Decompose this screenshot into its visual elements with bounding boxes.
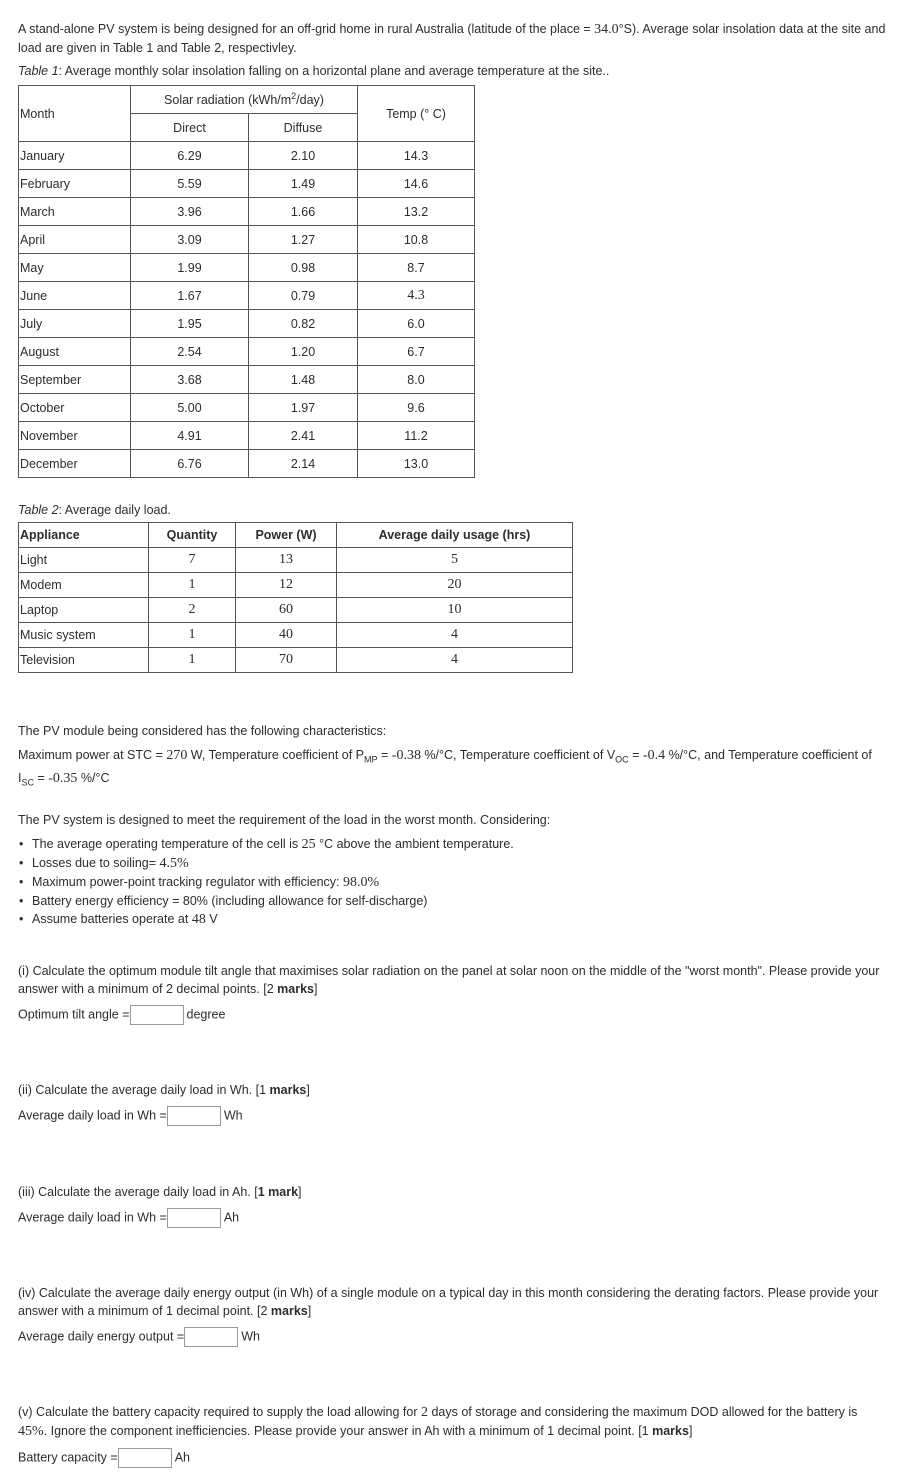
tilt-angle-input[interactable] <box>130 1005 184 1025</box>
appliance-cell: Laptop <box>19 598 149 623</box>
design-bullet-list <box>18 835 886 929</box>
diffuse-cell: 0.98 <box>249 254 358 282</box>
table1-caption: Table 1: Average monthly solar insolation falling on a horizontal plane and average temperature at the site.. <box>18 64 610 78</box>
table-row <box>19 338 475 366</box>
usage-cell: 4 <box>337 648 573 673</box>
month-cell: February <box>19 170 131 198</box>
temp-cell: 6.0 <box>358 310 475 338</box>
appliance-cell: Modem <box>19 573 149 598</box>
power-cell: 12 <box>236 573 337 598</box>
quantity-cell: 1 <box>149 648 236 673</box>
direct-cell: 6.76 <box>131 450 249 478</box>
table-row <box>19 310 475 338</box>
header-appliance: Appliance <box>19 523 149 548</box>
month-cell: August <box>19 338 131 366</box>
temp-cell: 13.2 <box>358 198 475 226</box>
header-power: Power (W) <box>236 523 337 548</box>
direct-cell: 3.09 <box>131 226 249 254</box>
table2-caption: Table 2: Average daily load. <box>18 503 171 517</box>
appliance-cell: Television <box>19 648 149 673</box>
direct-cell: 1.99 <box>131 254 249 282</box>
table-row <box>19 623 573 648</box>
temp-cell: 8.0 <box>358 366 475 394</box>
header-usage: Average daily usage (hrs) <box>337 523 573 548</box>
direct-cell: 2.54 <box>131 338 249 366</box>
question-3: (iii) Calculate the average daily load in Ah. [1 mark] Average daily load in Wh = Ah <box>18 1183 886 1228</box>
daily-load-ah-input[interactable] <box>167 1208 221 1228</box>
month-cell: March <box>19 198 131 226</box>
quantity-cell: 2 <box>149 598 236 623</box>
diffuse-cell: 1.20 <box>249 338 358 366</box>
power-cell: 13 <box>236 548 337 573</box>
header-diffuse: Diffuse <box>249 114 358 142</box>
usage-cell: 10 <box>337 598 573 623</box>
question-5: (v) Calculate the battery capacity required to supply the load allowing for 2 days of storage and considering the maximum DOD allowed for the battery is 45%. Ignore the component inefficiencies. Please provide your answer in Ah with a minimum of 1 decimal point. [1 marks] Battery capacity = Ah <box>18 1403 886 1468</box>
table-row <box>19 198 475 226</box>
module-characteristics: The PV module being considered has the following characteristics: Maximum power at STC = 270 W, Temperature coefficient of $P_{MP} = -0.38$ %/°C, Temperature coefficient of $V_{OC} = -0.4$ %/°C, and Temperature coefficient of $I_{SC} = -0.35$ %/°C <box>18 724 872 787</box>
header-temp: Temp (° C) <box>358 86 475 142</box>
month-cell: October <box>19 394 131 422</box>
table-row <box>19 254 475 282</box>
design-considerations: The PV system is designed to meet the requirement of the load in the worst month. Considering: • The average operating temperature of the cell is 25 °C above the ambient temperature. • Losses due to soiling= 4.5% • Maximum power-point tracking regulator with efficiency: 98.0% • Battery energy efficiency = 80% (including allowance for self-discharge) • Assume batteries operate at 48 V <box>18 811 886 929</box>
question-4: (iv) Calculate the average daily energy output (in Wh) of a single module on a typical day in this month considering the derating factors. Please provide your answer with a minimum of 1 decimal point. [2 marks] Average daily energy output = Wh <box>18 1284 886 1347</box>
table-row <box>19 226 475 254</box>
direct-cell: 1.95 <box>131 310 249 338</box>
direct-cell: 5.59 <box>131 170 249 198</box>
bullet-battery-efficiency: • Battery energy efficiency = 80% (including allowance for self-discharge) <box>32 892 886 910</box>
temp-cell: 10.8 <box>358 226 475 254</box>
temp-cell: 6.7 <box>358 338 475 366</box>
table-row <box>19 170 475 198</box>
temp-cell: 14.3 <box>358 142 475 170</box>
table-row <box>19 450 475 478</box>
daily-load-table <box>18 522 573 673</box>
direct-cell: 4.91 <box>131 422 249 450</box>
month-cell: November <box>19 422 131 450</box>
diffuse-cell: 2.14 <box>249 450 358 478</box>
month-cell: July <box>19 310 131 338</box>
appliance-cell: Light <box>19 548 149 573</box>
diffuse-cell: 1.66 <box>249 198 358 226</box>
direct-cell: 5.00 <box>131 394 249 422</box>
temp-cell: 13.0 <box>358 450 475 478</box>
intro-paragraph: A stand-alone PV system is being designed for an off-grid home in rural Australia (latitude of the place = 34.0°S). Average solar insolation data at the site and load are given in Table 1 and Table 2, respectivley. <box>18 22 886 55</box>
appliance-cell: Music system <box>19 623 149 648</box>
month-cell: September <box>19 366 131 394</box>
power-cell: 40 <box>236 623 337 648</box>
diffuse-cell: 0.79 <box>249 282 358 310</box>
table-row <box>19 366 475 394</box>
temp-cell: 11.2 <box>358 422 475 450</box>
usage-cell: 4 <box>337 623 573 648</box>
diffuse-cell: 0.82 <box>249 310 358 338</box>
diffuse-cell: 1.97 <box>249 394 358 422</box>
diffuse-cell: 2.41 <box>249 422 358 450</box>
direct-cell: 3.96 <box>131 198 249 226</box>
direct-cell: 3.68 <box>131 366 249 394</box>
diffuse-cell: 1.27 <box>249 226 358 254</box>
diffuse-cell: 2.10 <box>249 142 358 170</box>
power-cell: 60 <box>236 598 337 623</box>
battery-capacity-input[interactable] <box>118 1448 172 1468</box>
header-solar-radiation: Solar radiation $(kWh/m^2/day)$ <box>131 86 358 114</box>
diffuse-cell: 1.49 <box>249 170 358 198</box>
temp-cell: 14.6 <box>358 170 475 198</box>
header-quantity: Quantity <box>149 523 236 548</box>
direct-cell: 1.67 <box>131 282 249 310</box>
table-row <box>19 548 573 573</box>
temp-cell: 9.6 <box>358 394 475 422</box>
question-1: (i) Calculate the optimum module tilt angle that maximises solar radiation on the panel at solar noon on the middle of the "worst month". Please provide your answer with a minimum of 2 decimal points. [2 marks] Optimum tilt angle = degree <box>18 962 886 1025</box>
month-cell: December <box>19 450 131 478</box>
usage-cell: 5 <box>337 548 573 573</box>
bullet-soiling: • Losses due to soiling= 4.5% <box>32 854 886 873</box>
table-row <box>19 142 475 170</box>
solar-insolation-table <box>18 85 475 478</box>
header-month: Month <box>19 86 131 142</box>
usage-cell: 20 <box>337 573 573 598</box>
month-cell: April <box>19 226 131 254</box>
energy-output-input[interactable] <box>184 1327 238 1347</box>
quantity-cell: 1 <box>149 623 236 648</box>
bullet-mppt: • Maximum power-point tracking regulator with efficiency: 98.0% <box>32 873 886 892</box>
month-cell: January <box>19 142 131 170</box>
month-cell: June <box>19 282 131 310</box>
diffuse-cell: 1.48 <box>249 366 358 394</box>
question-2: (ii) Calculate the average daily load in Wh. [1 marks] Average daily load in Wh = Wh <box>18 1081 886 1126</box>
temp-cell: 4.3 <box>358 282 475 310</box>
month-cell: May <box>19 254 131 282</box>
table-row <box>19 394 475 422</box>
table-row <box>19 598 573 623</box>
daily-load-wh-input[interactable] <box>167 1106 221 1126</box>
direct-cell: 6.29 <box>131 142 249 170</box>
temp-cell: 8.7 <box>358 254 475 282</box>
quantity-cell: 7 <box>149 548 236 573</box>
bullet-battery-voltage: • Assume batteries operate at 48 V <box>32 910 886 929</box>
header-direct: Direct <box>131 114 249 142</box>
table-row <box>19 422 475 450</box>
table-row <box>19 573 573 598</box>
quantity-cell: 1 <box>149 573 236 598</box>
bullet-cell-temp: • The average operating temperature of the cell is 25 °C above the ambient temperature. <box>32 835 886 854</box>
power-cell: 70 <box>236 648 337 673</box>
table-row <box>19 648 573 673</box>
table-row <box>19 282 475 310</box>
